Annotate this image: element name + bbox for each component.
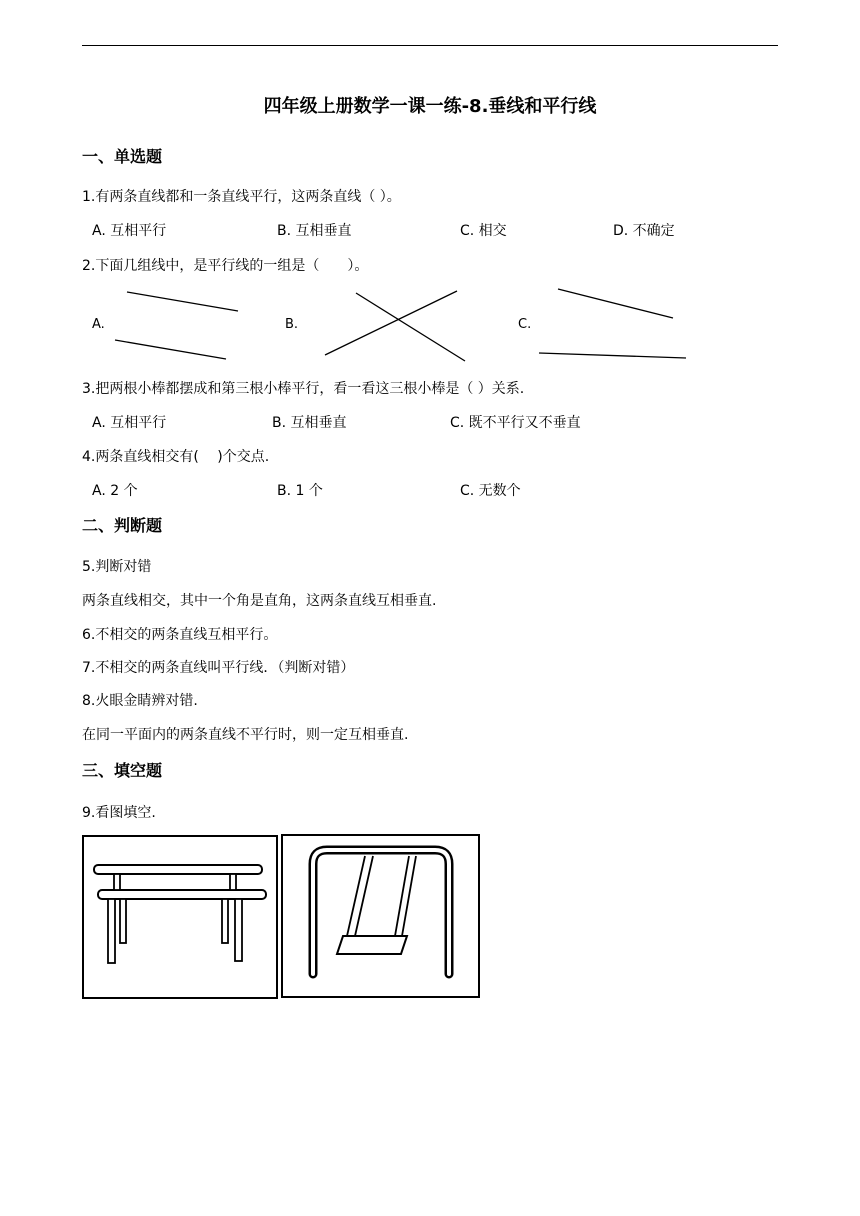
question-1-option-a[interactable]: A. 互相平行 [92,223,167,239]
question-2-option-b[interactable]: B. [285,317,299,332]
question-5-body: 两条直线相交，其中一个角是直角，这两条直线互相垂直. [82,593,437,609]
section-heading-true-false: 二、判断题 [82,516,163,535]
line-a2 [115,340,226,359]
question-3-option-c[interactable]: C. 既不平行又不垂直 [450,415,581,431]
question-2-stem: 2.下面几组线中，是平行线的一组是（ ）。 [82,258,369,274]
question-8-stem: 8.火眼金睛辨对错. [82,693,198,709]
page-title: 四年级上册数学一课一练-8.垂线和平行线 [263,96,597,117]
question-4-stem: 4.两条直线相交有( )个交点. [82,449,270,465]
question-9-stem: 9.看图填空. [82,805,156,821]
question-5-stem: 5.判断对错 [82,559,152,575]
question-3-stem: 3.把两根小棒都摆成和第三根小棒平行，看一看这三根小棒是（ ）关系. [82,381,525,397]
question-7-stem: 7.不相交的两条直线叫平行线．（判断对错） [82,660,355,676]
line-b1 [356,293,465,361]
question-3-option-a[interactable]: A. 互相平行 [92,415,167,431]
question-4-option-a[interactable]: A. 2 个 [92,483,138,499]
question-2-option-c[interactable]: C. [518,317,532,332]
question-1-option-d[interactable]: D. 不确定 [613,223,675,239]
swing-illustration-icon [281,834,480,998]
header-rule [82,45,778,46]
question-1-option-b[interactable]: B. 互相垂直 [277,223,352,239]
question-1-stem: 1.有两条直线都和一条直线平行，这两条直线（ ）。 [82,189,401,205]
line-c1 [558,289,673,318]
figure-line-pair-a [110,285,250,365]
section-heading-fill-blank: 三、填空题 [82,761,163,780]
line-a1 [127,292,238,311]
question-1-option-c[interactable]: C. 相交 [460,223,507,239]
question-4-option-c[interactable]: C. 无数个 [460,483,521,499]
section-heading-single-choice: 一、单选题 [82,147,163,166]
line-b2 [325,291,457,355]
figure-line-pair-c [535,282,695,364]
figure-line-pair-b [320,285,470,365]
parallel-bars-illustration-icon [82,835,278,999]
question-4-option-b[interactable]: B. 1 个 [277,483,323,499]
question-8-body: 在同一平面内的两条直线不平行时，则一定互相垂直. [82,727,409,743]
line-c2 [539,353,686,358]
question-6-stem: 6.不相交的两条直线互相平行。 [82,627,278,643]
question-3-option-b[interactable]: B. 互相垂直 [272,415,347,431]
question-2-option-a[interactable]: A. [92,317,105,332]
